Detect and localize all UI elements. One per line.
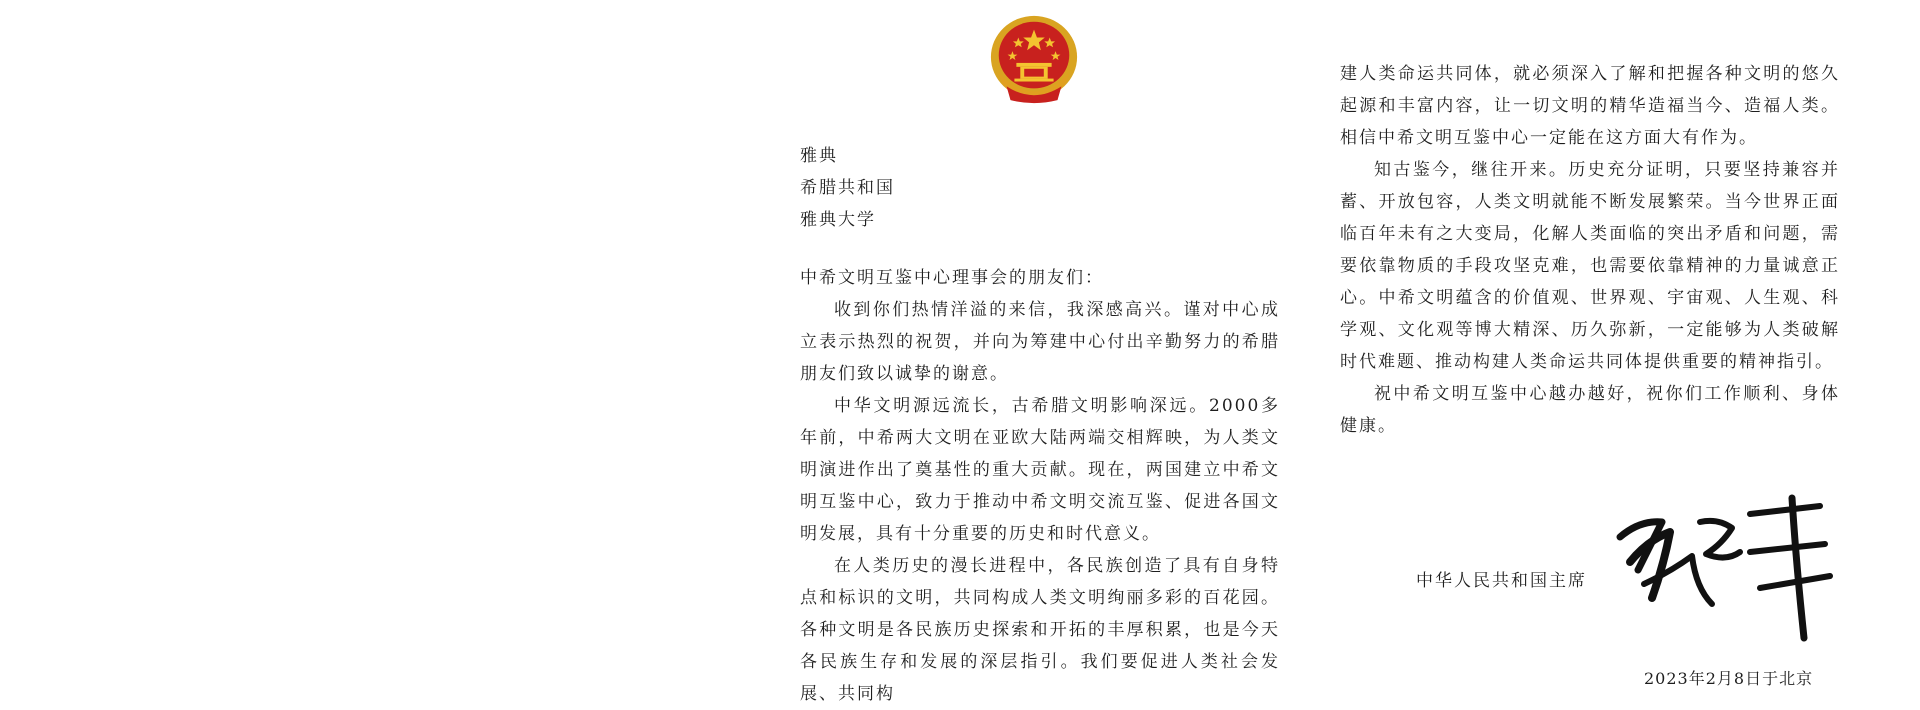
national-emblem-icon — [985, 12, 1083, 106]
signatory-title: 中华人民共和国主席 — [1416, 571, 1587, 591]
body-paragraph: 知古鉴今，继往开来。历史充分证明，只要坚持兼容并蓄、开放包容，人类文明就能不断发展繁荣。当今世界正面临百年未有之大变局，化解人类面临的突出矛盾和问题，需要依靠物质的手段攻坚克难，也需要依靠精神的力量诚意正心。中希文明蕴含的价值观、世界观、宇宙观、人生观、科学观、文化观等博大精深、历久弥新，一定能够为人类破解时代难题、推动构建人类命运共同体提供重要的精神指引。 — [1340, 160, 1840, 372]
letter-left-column — [800, 140, 1280, 710]
address-line: 希腊共和国 — [800, 178, 895, 198]
address-line: 雅典大学 — [800, 210, 876, 230]
body-paragraph: 在人类历史的漫长进程中，各民族创造了具有自身特点和标识的文明，共同构成人类文明绚丽多彩的百花园。各种文明是各民族历史探索和开拓的丰厚积累，也是今天各民族生存和发展的深层指引。我们要促进人类社会发展、共同构 — [800, 556, 1280, 704]
address-line: 雅典 — [800, 146, 838, 166]
letter-date: 2023年2月8日于北京 — [1644, 669, 1814, 688]
body-paragraph: 建人类命运共同体，就必须深入了解和把握各种文明的悠久起源和丰富内容，让一切文明的精华造福当今、造福人类。相信中希文明互鉴中心一定能在这方面大有作为。 — [1340, 64, 1840, 148]
letter-right-column — [1340, 58, 1840, 442]
salutation: 中希文明互鉴中心理事会的朋友们： — [800, 268, 1104, 288]
handwritten-signature — [1600, 492, 1850, 642]
body-paragraph: 收到你们热情洋溢的来信，我深感高兴。谨对中心成立表示热烈的祝贺，并向为筹建中心付出辛勤努力的希腊朋友们致以诚挚的谢意。 — [800, 300, 1280, 384]
closing-paragraph: 祝中希文明互鉴中心越办越好，祝你们工作顺利、身体健康。 — [1340, 384, 1840, 436]
body-paragraph: 中华文明源远流长，古希腊文明影响深远。2000多年前，中希两大文明在亚欧大陆两端交相辉映，为人类文明演进作出了奠基性的重大贡献。现在，两国建立中希文明互鉴中心，致力于推动中希文明交流互鉴、促进各国文明发展，具有十分重要的历史和时代意义。 — [800, 396, 1280, 544]
